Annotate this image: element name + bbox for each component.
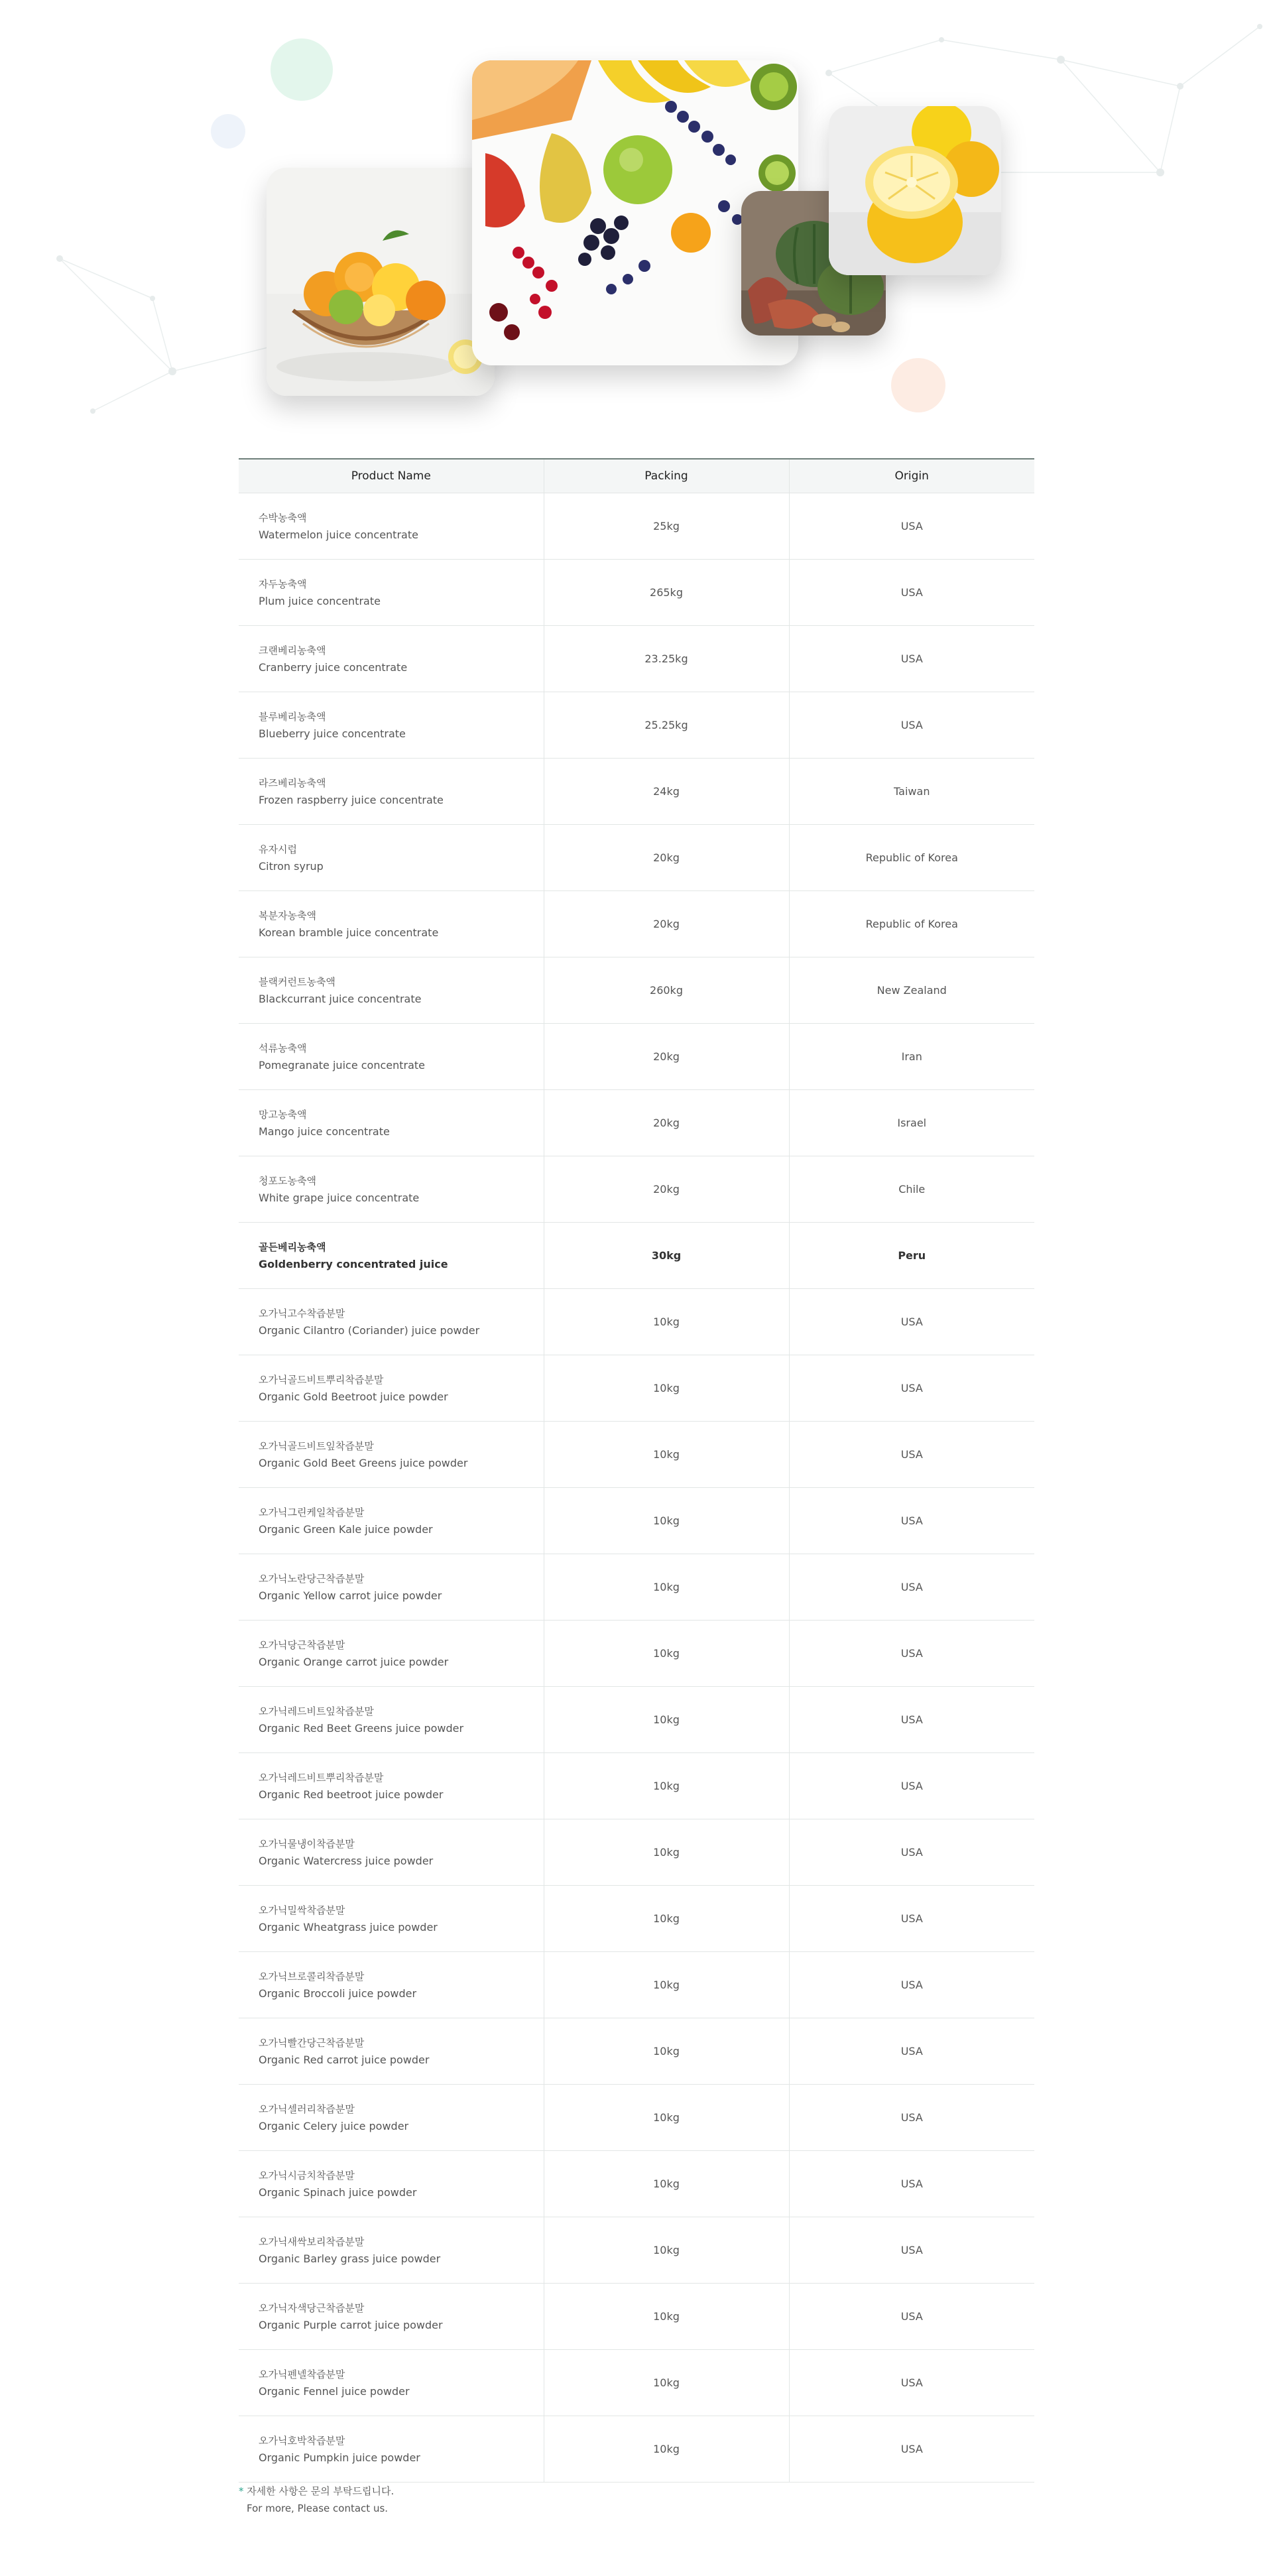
packing-cell: 265kg — [544, 560, 789, 626]
product-name-cell — [239, 560, 544, 626]
footnote-star: * — [239, 2485, 244, 2497]
origin-cell: USA — [789, 560, 1034, 626]
packing-cell: 10kg — [544, 1819, 789, 1886]
packing-cell: 20kg — [544, 825, 789, 891]
origin-cell: Iran — [789, 1024, 1034, 1090]
packing-cell: 10kg — [544, 2151, 789, 2217]
table-row — [239, 493, 1034, 560]
table-row — [239, 692, 1034, 759]
origin-cell: USA — [789, 1819, 1034, 1886]
product-name-cell — [239, 1024, 544, 1090]
packing-cell: 24kg — [544, 759, 789, 825]
origin-cell: USA — [789, 2085, 1034, 2151]
product-name-korean: 오가닉셀러리착즙분말 — [259, 2103, 355, 2115]
footnote-korean: 자세한 사항은 문의 부탁드립니다. — [247, 2485, 394, 2497]
product-name-korean: 크랜베리농축액 — [259, 644, 326, 656]
table-row — [239, 1687, 1034, 1753]
product-name-cell — [239, 2085, 544, 2151]
product-name-korean: 오가닉물냉이착즙분말 — [259, 1837, 355, 1850]
product-name-english: Organic Red carrot juice powder — [259, 2053, 430, 2066]
packing-cell: 10kg — [544, 1687, 789, 1753]
product-name-korean: 자두농축액 — [259, 578, 307, 590]
product-name-korean: 오가닉호박착즙분말 — [259, 2434, 345, 2447]
product-name-korean: 오가닉펜넬착즙분말 — [259, 2368, 345, 2380]
origin-cell: USA — [789, 1554, 1034, 1621]
product-name-english: Organic Broccoli juice powder — [259, 1987, 417, 2000]
origin-cell: Republic of Korea — [789, 891, 1034, 957]
table-row — [239, 1886, 1034, 1952]
product-name-korean: 오가닉골드비트뿌리착즙분말 — [259, 1373, 384, 1386]
origin-cell: USA — [789, 2284, 1034, 2350]
table-row — [239, 1422, 1034, 1488]
footnote-english: For more, Please contact us. — [247, 2502, 389, 2514]
contact-footnote — [239, 2483, 394, 2517]
product-name-korean: 오가닉그린케일착즙분말 — [259, 1506, 365, 1518]
origin-cell: Chile — [789, 1156, 1034, 1223]
product-name-cell — [239, 1886, 544, 1952]
product-name-cell — [239, 2151, 544, 2217]
table-row — [239, 1554, 1034, 1621]
product-name-korean: 블루베리농축액 — [259, 710, 326, 723]
table-row — [239, 2151, 1034, 2217]
product-name-english: Organic Gold Beetroot juice powder — [259, 1390, 448, 1403]
product-name-cell — [239, 1753, 544, 1819]
packing-cell: 10kg — [544, 1422, 789, 1488]
product-name-english: Citron syrup — [259, 859, 324, 873]
packing-cell: 10kg — [544, 2018, 789, 2085]
origin-cell: USA — [789, 1886, 1034, 1952]
product-name-english: Goldenberry concentrated juice — [259, 1257, 448, 1270]
origin-cell: USA — [789, 692, 1034, 759]
packing-cell: 10kg — [544, 1554, 789, 1621]
origin-cell: USA — [789, 1355, 1034, 1422]
packing-cell: 10kg — [544, 2217, 789, 2284]
packing-cell: 10kg — [544, 1886, 789, 1952]
decorative-blue-circle — [211, 114, 245, 149]
product-name-cell — [239, 1952, 544, 2018]
product-name-korean: 오가닉골드비트잎착즙분말 — [259, 1440, 374, 1452]
packing-cell: 10kg — [544, 2284, 789, 2350]
origin-cell: USA — [789, 2151, 1034, 2217]
product-name-cell — [239, 2350, 544, 2416]
product-name-english: Organic Watercress juice powder — [259, 1854, 434, 1867]
product-table-container — [239, 458, 1034, 2483]
origin-cell: USA — [789, 626, 1034, 692]
packing-cell: 10kg — [544, 2085, 789, 2151]
table-row — [239, 626, 1034, 692]
product-name-cell — [239, 1554, 544, 1621]
product-name-korean: 망고농축액 — [259, 1108, 307, 1121]
product-name-korean: 오가닉새싹보리착즙분말 — [259, 2235, 365, 2248]
product-name-korean: 오가닉레드비트잎착즙분말 — [259, 1705, 374, 1717]
packing-cell: 25.25kg — [544, 692, 789, 759]
product-name-cell — [239, 626, 544, 692]
packing-cell: 10kg — [544, 1488, 789, 1554]
origin-cell: Taiwan — [789, 759, 1034, 825]
product-name-english: Plum juice concentrate — [259, 594, 381, 607]
product-name-english: Organic Pumpkin juice powder — [259, 2451, 420, 2464]
packing-cell: 10kg — [544, 1289, 789, 1355]
product-name-english: Cranberry juice concentrate — [259, 660, 408, 674]
product-name-korean: 오가닉고수착즙분말 — [259, 1307, 345, 1319]
table-row — [239, 759, 1034, 825]
origin-cell: USA — [789, 1952, 1034, 2018]
packing-cell: 10kg — [544, 2416, 789, 2483]
product-name-korean: 유자시럽 — [259, 843, 297, 855]
table-row — [239, 957, 1034, 1024]
table-row — [239, 2085, 1034, 2151]
product-name-cell — [239, 493, 544, 560]
origin-cell: Israel — [789, 1090, 1034, 1156]
product-name-cell — [239, 1156, 544, 1223]
product-name-english: White grape juice concentrate — [259, 1191, 420, 1204]
product-name-english: Organic Yellow carrot juice powder — [259, 1589, 442, 1602]
table-row — [239, 2284, 1034, 2350]
product-name-english: Mango juice concentrate — [259, 1125, 390, 1138]
product-name-english: Pomegranate juice concentrate — [259, 1058, 426, 1072]
table-row — [239, 560, 1034, 626]
product-name-cell — [239, 2018, 544, 2085]
product-name-cell — [239, 1687, 544, 1753]
product-name-english: Organic Red Beet Greens juice powder — [259, 1721, 464, 1735]
product-name-english: Organic Spinach juice powder — [259, 2185, 417, 2199]
table-row — [239, 1819, 1034, 1886]
table-row — [239, 1952, 1034, 2018]
table-body — [239, 493, 1034, 2483]
product-name-korean: 석류농축액 — [259, 1042, 307, 1054]
product-name-cell — [239, 891, 544, 957]
product-name-cell — [239, 2217, 544, 2284]
table-header-row — [239, 459, 1034, 493]
header-origin: Origin — [789, 459, 1034, 493]
product-name-cell — [239, 1090, 544, 1156]
product-name-korean: 복분자농축액 — [259, 909, 316, 922]
product-name-korean: 블랙커런트농축액 — [259, 975, 335, 988]
product-table — [239, 458, 1034, 2483]
table-row — [239, 1355, 1034, 1422]
table-row — [239, 825, 1034, 891]
product-name-english: Organic Wheatgrass juice powder — [259, 1920, 438, 1933]
product-name-korean: 오가닉노란당근착즙분말 — [259, 1572, 365, 1585]
packing-cell: 20kg — [544, 891, 789, 957]
product-name-english: Organic Gold Beet Greens juice powder — [259, 1456, 468, 1469]
lemon-photo — [829, 106, 1001, 275]
table-row — [239, 891, 1034, 957]
product-name-korean: 오가닉레드비트뿌리착즙분말 — [259, 1771, 384, 1784]
table-row — [239, 1289, 1034, 1355]
packing-cell: 20kg — [544, 1156, 789, 1223]
product-name-english: Organic Fennel juice powder — [259, 2384, 410, 2398]
product-name-english: Blackcurrant juice concentrate — [259, 992, 422, 1005]
product-name-english: Organic Orange carrot juice powder — [259, 1655, 449, 1668]
table-row — [239, 1753, 1034, 1819]
product-name-korean: 오가닉시금치착즙분말 — [259, 2169, 355, 2181]
product-name-korean: 라즈베리농축액 — [259, 776, 326, 789]
product-name-english: Frozen raspberry juice concentrate — [259, 793, 444, 806]
product-name-english: Organic Barley grass juice powder — [259, 2252, 441, 2265]
origin-cell: USA — [789, 1621, 1034, 1687]
product-name-korean: 오가닉밀싹착즙분말 — [259, 1904, 345, 1916]
product-name-korean: 골든베리농축액 — [259, 1241, 326, 1253]
origin-cell: USA — [789, 1753, 1034, 1819]
table-row — [239, 1223, 1034, 1289]
header-product-name: Product Name — [239, 459, 544, 493]
packing-cell: 10kg — [544, 1753, 789, 1819]
product-name-english: Watermelon juice concentrate — [259, 528, 418, 541]
packing-cell: 10kg — [544, 1952, 789, 2018]
product-name-cell — [239, 1289, 544, 1355]
product-name-korean: 오가닉자색당근착즙분말 — [259, 2301, 365, 2314]
packing-cell: 20kg — [544, 1090, 789, 1156]
origin-cell: Republic of Korea — [789, 825, 1034, 891]
origin-cell: USA — [789, 1289, 1034, 1355]
packing-cell: 10kg — [544, 1355, 789, 1422]
product-name-english: Organic Celery juice powder — [259, 2119, 409, 2132]
product-name-cell — [239, 1488, 544, 1554]
product-name-cell — [239, 2284, 544, 2350]
table-row — [239, 2416, 1034, 2483]
product-name-english: Organic Purple carrot juice powder — [259, 2318, 443, 2331]
origin-cell: USA — [789, 2018, 1034, 2085]
product-name-korean: 청포도농축액 — [259, 1174, 316, 1187]
origin-cell: USA — [789, 1687, 1034, 1753]
table-row — [239, 2350, 1034, 2416]
origin-cell: USA — [789, 2350, 1034, 2416]
table-row — [239, 2217, 1034, 2284]
table-row — [239, 1488, 1034, 1554]
packing-cell: 10kg — [544, 1621, 789, 1687]
product-name-english: Organic Cilantro (Coriander) juice powder — [259, 1323, 480, 1337]
product-name-cell — [239, 1819, 544, 1886]
origin-cell: USA — [789, 1422, 1034, 1488]
decorative-green-circle — [271, 38, 333, 101]
product-name-cell — [239, 957, 544, 1024]
product-name-cell — [239, 1422, 544, 1488]
header-packing: Packing — [544, 459, 789, 493]
product-name-cell — [239, 2416, 544, 2483]
table-row — [239, 2018, 1034, 2085]
packing-cell: 23.25kg — [544, 626, 789, 692]
origin-cell: Peru — [789, 1223, 1034, 1289]
table-row — [239, 1090, 1034, 1156]
product-name-cell — [239, 692, 544, 759]
table-row — [239, 1156, 1034, 1223]
decorative-peach-circle — [891, 358, 945, 412]
product-name-cell — [239, 825, 544, 891]
origin-cell: USA — [789, 493, 1034, 560]
product-name-english: Blueberry juice concentrate — [259, 727, 406, 740]
packing-cell: 260kg — [544, 957, 789, 1024]
packing-cell: 25kg — [544, 493, 789, 560]
fruit-basket-photo — [267, 168, 495, 396]
product-name-english: Organic Red beetroot juice powder — [259, 1788, 444, 1801]
product-name-english: Korean bramble juice concentrate — [259, 926, 439, 939]
packing-cell: 10kg — [544, 2350, 789, 2416]
product-name-korean: 오가닉브로콜리착즙분말 — [259, 1970, 365, 1983]
product-name-cell — [239, 759, 544, 825]
origin-cell: USA — [789, 2217, 1034, 2284]
product-name-cell — [239, 1621, 544, 1687]
product-name-korean: 오가닉당근착즙분말 — [259, 1638, 345, 1651]
hero-banner — [0, 0, 1273, 451]
product-name-korean: 오가닉빨간당근착즙분말 — [259, 2036, 365, 2049]
table-row — [239, 1621, 1034, 1687]
origin-cell: USA — [789, 2416, 1034, 2483]
packing-cell: 30kg — [544, 1223, 789, 1289]
product-name-korean: 수박농축액 — [259, 511, 307, 524]
origin-cell: USA — [789, 1488, 1034, 1554]
product-name-cell — [239, 1223, 544, 1289]
product-name-english: Organic Green Kale juice powder — [259, 1522, 433, 1536]
origin-cell: New Zealand — [789, 957, 1034, 1024]
packing-cell: 20kg — [544, 1024, 789, 1090]
product-name-cell — [239, 1355, 544, 1422]
table-row — [239, 1024, 1034, 1090]
